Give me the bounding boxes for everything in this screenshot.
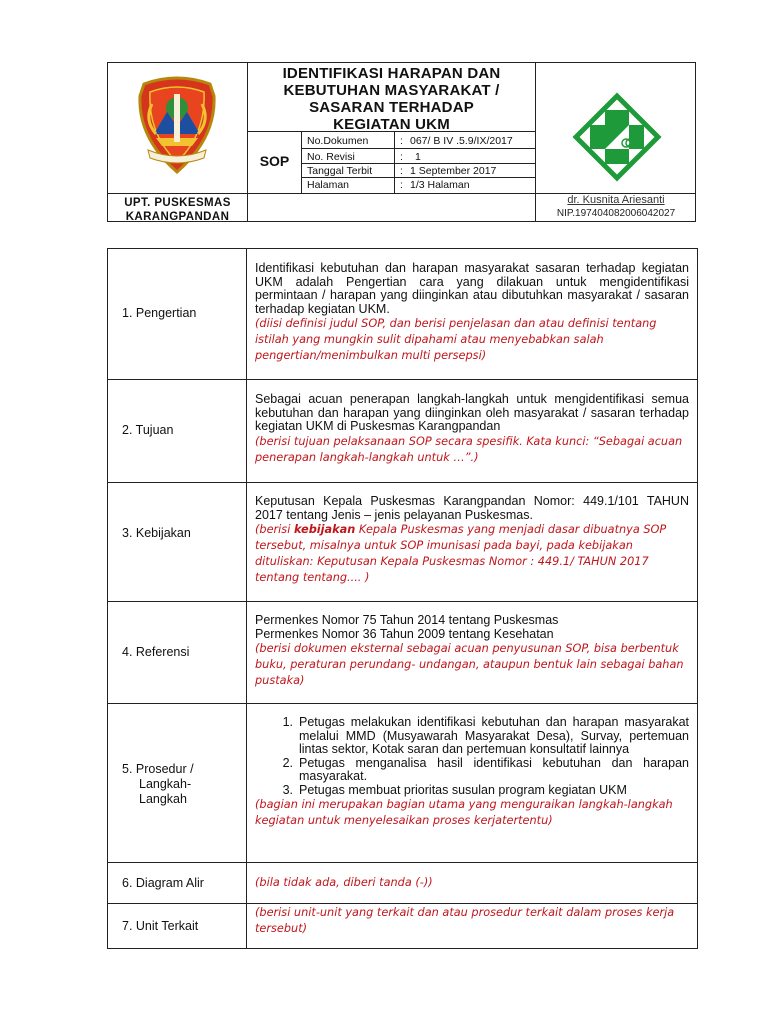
prosedur-note: (bagian ini merupakan bagian utama yang menguraikan langkah-langkah kegiatan untuk menyelesaikan proses kerjatertentu): [255, 798, 673, 827]
content-divider: [107, 703, 698, 704]
content-divider: [107, 862, 698, 863]
section-label-referensi: 4. Referensi: [122, 645, 190, 659]
meta-label-dokumen: No.Dokumen: [307, 135, 369, 147]
referensi-line: Permenkes Nomor 36 Tahun 2009 tentang Kesehatan: [255, 626, 554, 641]
pengertian-note: (diisi definisi judul SOP, dan berisi penjelasan dan atau definisi tentang istilah yang mungkin sulit dipahami atau menyebabkan salah pengertian/menimbulkan multi persepsi): [255, 317, 657, 362]
meta-label-halaman: Halaman: [307, 179, 350, 191]
puskesmas-cross-icon: [572, 92, 662, 182]
section-prosedur: [255, 716, 689, 829]
section-label-diagram: 6. Diagram Alir: [122, 876, 204, 890]
section-label-tujuan: 2. Tujuan: [122, 423, 174, 437]
meta-sep: :: [400, 179, 403, 191]
meta-label-tanggal: Tanggal Terbit: [307, 165, 373, 177]
prosedur-step: 3. Petugas membuat prioritas susulan program kegiatan UKM: [282, 782, 627, 797]
signer-name: dr. Kusnita Ariesanti: [567, 194, 665, 206]
content-divider: [107, 903, 698, 904]
section-label-unit: 7. Unit Terkait: [122, 919, 199, 933]
unit-name: UPT. PUSKESMAS KARANGPANDAN: [124, 197, 231, 223]
section-pengertian: [255, 262, 689, 364]
content-divider: [107, 379, 698, 380]
referensi-line: Permenkes Nomor 75 Tahun 2014 tentang Puskesmas: [255, 613, 559, 627]
tujuan-note: (berisi tujuan pelaksanaan SOP secara spesifik. Kata kunci: “Sebagai acuan penerapan langkah-langkah untuk …”.): [255, 434, 683, 464]
section-kebijakan: [255, 495, 689, 586]
content-divider: [107, 601, 698, 602]
meta-sep: :: [400, 165, 403, 177]
meta-value-dokumen: 067/ B IV .5.9/IX/2017: [410, 135, 513, 147]
content-divider: [246, 248, 247, 949]
meta-sep: :: [400, 135, 403, 147]
prosedur-step: 1. Petugas melakukan identifikasi kebutuhan dan harapan masyarakat melalui MMD (Musyawarah Masyarakat Desa), Survay, pertemuan lintas sektor, Kotak saran dan pertemuan konsultatif lainnya: [282, 715, 689, 756]
meta-value-tanggal: 1 September 2017: [410, 165, 497, 177]
pengertian-text: Identifikasi kebutuhan dan harapan masyarakat sasaran terhadap kegiatan UKM adalah Pengertian cara yang dilakuan untuk mengidentifikasi permintaan / harapan yang diinginkan atau dibutuhkan masyarakat / sasaran terhadap kegiatan UKM.: [255, 261, 689, 316]
prosedur-step: 2. Petugas menganalisa hasil identifikasi kebutuhan dan harapan masyarakat.: [282, 755, 689, 783]
referensi-note: (berisi dokumen eksternal sebagai acuan penyusunan SOP, bisa berbentuk buku, peraturan perundang- undangan, ataupun bentuk lain sebagai bahan pustaka): [255, 642, 684, 687]
content-divider: [107, 482, 698, 483]
document-title: IDENTIFIKASI HARAPAN DAN KEBUTUHAN MASYARAKAT / SASARAN TERHADAP KEGIATAN UKM: [282, 65, 501, 133]
diagram-note: (bila tidak ada, diberi tanda (-)): [255, 876, 433, 889]
section-tujuan: [255, 393, 689, 466]
header-divider: [301, 148, 535, 149]
signer-nip: NIP.197404082006042027: [556, 208, 676, 219]
meta-sep: :: [400, 151, 403, 163]
tujuan-text: Sebagai acuan penerapan langkah-langkah untuk mengidentifikasi semua kebutuhan dan harapan yang diinginkan oleh masyarakat / sasaran terhadap kegiatan UKM di Puskesmas Karangpandan: [255, 392, 689, 433]
regency-crest-icon: [134, 76, 220, 176]
kebijakan-text: Keputusan Kepala Puskesmas Karangpandan Nomor: 449.1/101 TAHUN 2017 tentang Jenis – jenis pelayanan Puskesmas.: [255, 494, 689, 522]
section-referensi: [255, 614, 689, 689]
sop-label: SOP: [259, 153, 290, 169]
unit-note: (berisi unit-unit yang terkait dan atau prosedur terkait dalam proses kerja tersebut): [255, 906, 675, 935]
section-label-kebijakan: 3. Kebijakan: [122, 526, 191, 540]
kebijakan-note: (berisi kebijakan Kepala Puskesmas yang menjadi dasar dibuatnya SOP tersebut, misalnya untuk SOP imunisasi pada bayi, pada kebijakan dituliskan: Keputusan Kepala Puskesmas Nomor : 449.1/ TAHUN 2017 tentang tentang.... ): [255, 523, 667, 584]
meta-value-revisi: 1: [415, 151, 421, 163]
meta-label-revisi: No. Revisi: [307, 151, 355, 163]
section-label-pengertian: 1. Pengertian: [122, 306, 197, 320]
section-label-prosedur: 5. Prosedur / Langkah- Langkah: [122, 762, 194, 806]
meta-value-halaman: 1/3 Halaman: [410, 179, 470, 191]
